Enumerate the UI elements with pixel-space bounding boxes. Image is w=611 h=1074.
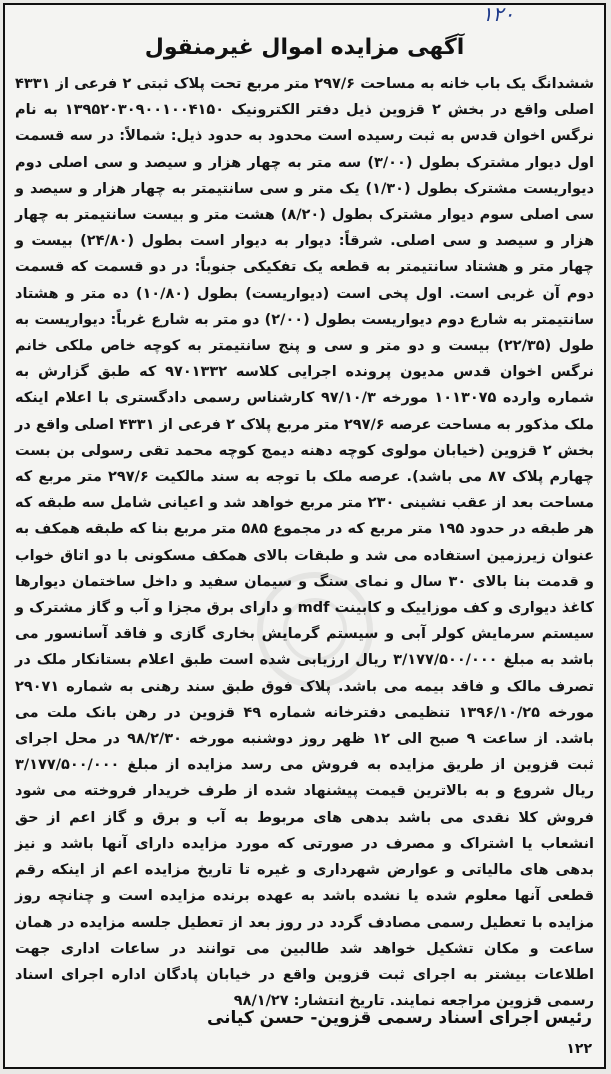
handwritten-corner-mark: ۱۲۰ bbox=[481, 2, 515, 26]
notice-sheet bbox=[3, 3, 606, 1069]
notice-body: ششدانگ یک باب خانه به مساحت ۲۹۷/۶ متر مربع تحت پلاک ثبتی ۲ فرعی از ۴۳۳۱ اصلی واقع در بخش ۲ قزوین ذیل دفتر الکترونیک ۱۳۹۵۲۰۳۰۹۰۰۱۰۰۴۱۵۰ به نام نرگس اخوان قدس به ثبت رسیده است محدود به حدود ذیل: شمالاً: در سه قسمت اول دیوار مشترک بطول (۳/۰۰) سه متر به چهار هزار و سیصد و سی اصلی دوم دیواریست مشترک بطول (۱/۳۰) یک متر و سی سانتیمتر به چهار هزار و سیصد و سی اصلی سوم دیوار مشترک بطول (۸/۲۰) هشت متر و بیست سانتیمتر به چهار هزار و سیصد و سی اصلی. شرقاً: دیوار به دیوار است بطول (۲۴/۸۰) بیست و چهار متر و هشتاد سانتیمتر به قطعه یک تفکیکی جنوباً: در دو قسمت که قسمت دوم آن غربی است. اول پخی است (دیواریست) بطول (۱۰/۸۰) ده متر و هشتاد سانتیمتر به شارع دوم دیواریست بطول (۲/۰۰) دو متر به شارع غرباً: دیواریست به طول (۲۲/۳۵) بیست و دو متر و سی و پنج سانتیمتر به کوچه خاص ملکی خانم نرگس اخوان قدس مدیون پرونده اجرایی کلاسه ۹۷۰۱۳۳۲ که طبق گزارش به شماره وارده ۱۰۱۳۰۷۵ مورخه ۹۷/۱۰/۳ کارشناس رسمی دادگستری با اعلام اینکه ملک مذکور به مساحت عرصه ۲۹۷/۶ متر مربع پلاک ۲ فرعی از ۴۳۳۱ اصلی واقع در بخش ۲ قزوین (خیابان مولوی کوچه دهنه دیمج کوچه محمد تقی رسولی بن بست چهارم پلاک ۸۷ می باشد). عرصه ملک با توجه به سند مالکیت ۲۹۷/۶ متر مربع که مساحت بعد از عقب نشینی ۲۳۰ متر مربع خواهد شد و اعیانی شامل سه طبقه که هر طبقه در حدود ۱۹۵ متر مربع که در مجموع ۵۸۵ متر مربع بنا که طبقه همکف به عنوان زیرزمین استفاده می شد و طبقات بالای همکف مسکونی با دو اتاق خواب و قدمت بنا بالای ۳۰ سال و نمای سنگ و سیمان سفید و داخل ساختمان دیوارها کاغذ دیواری و کف موزاییک و کابینت mdf و دارای برق مجزا و آب و گاز مشترک و سیستم سرمایش کولر آبی و سیستم گرمایش بخاری گازی و فاقد آسانسور می باشد به مبلغ ۳/۱۷۷/۵۰۰/۰۰۰ ریال ارزیابی شده است طبق اعلام بستانکار ملک در تصرف مالک و فاقد بیمه می باشد. پلاک فوق طبق سند رهنی به شماره ۲۹۰۷۱ مورخه ۱۳۹۶/۱۰/۲۵ تنظیمی دفترخانه شماره ۴۹ قزوین در رهن بانک ملت می باشد. از ساعت ۹ صبح الی ۱۲ ظهر روز دوشنبه مورخه ۹۸/۲/۳۰ در محل اجرای ثبت قزوین از طریق مزایده به فروش می رسد مزایده از مبلغ ۳/۱۷۷/۵۰۰/۰۰۰ ریال شروع و به بالاترین قیمت پیشنهاد شده از طرف خریدار فروخته می شود فروش کلا نقدی می باشد بدهی های مربوط به آب و برق و گاز اعم از حق انشعاب یا اشتراک و مصرف در صورتی که مورد مزایده دارای آنها باشد و نیز بدهی های مالیاتی و عوارض شهرداری و غیره تا تاریخ مزایده اعم از اینکه رقم قطعی آنها معلوم شده یا نشده باشد به عهده برنده مزایده است و چنانچه روز مزایده با تعطیل رسمی مصادف گردد در روز بعد از تعطیل جلسه مزایده در همان ساعت و مکان تشکیل خواهد شد طالبین می توانند در ساعات اداری جهت اطلاعات بیشتر به اجرای ثبت قزوین واقع در خیابان پادگان اداره اجرای اسناد رسمی قزوین مراجعه نمایند. تاریخ انتشار: ۹۸/۱/۲۷ bbox=[15, 76, 595, 1010]
notice-title: آگهی مزایده اموال غیرمنقول bbox=[144, 35, 465, 60]
signature-line: رئیس اجرای اسناد رسمی قزوین- حسن کیانی bbox=[206, 1008, 592, 1028]
page-number: ۱۲۲ bbox=[566, 1041, 592, 1057]
